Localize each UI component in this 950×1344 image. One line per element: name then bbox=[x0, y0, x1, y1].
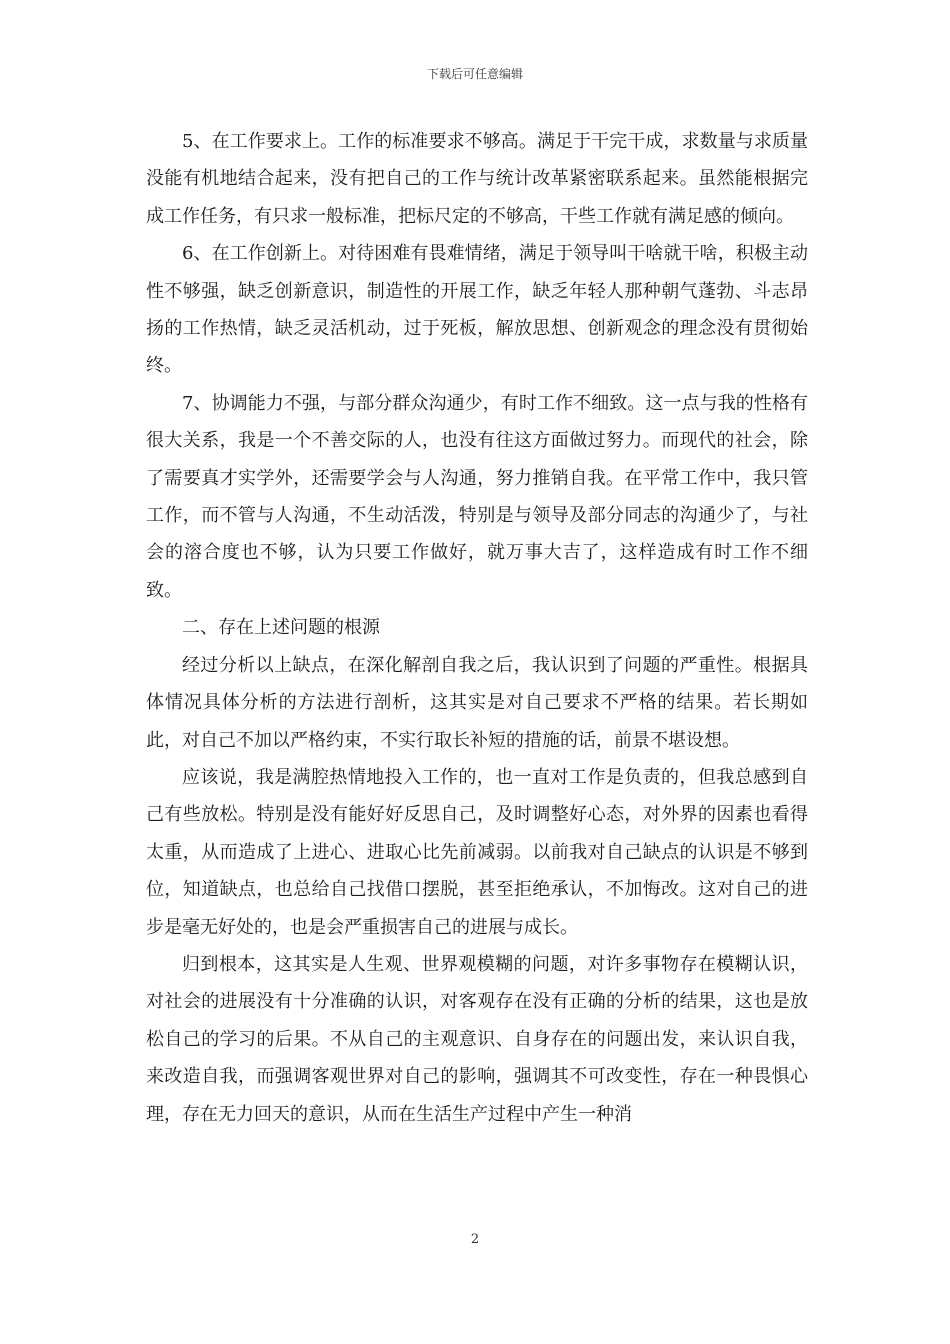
paragraph-self-reflection: 应该说，我是满腔热情地投入工作的，也一直对工作是负责的，但我总感到自己有些放松。特别是没有能好好反思自己，及时调整好心态，对外界的因素也看得太重，从而造成了上进心、进取心比先前减弱。以前我对自己缺点的认识是不够到位，知道缺点，也总给自己找借口摆脱，甚至拒绝承认，不加悔改。这对自己的进步是毫无好处的，也是会严重损害自己的进展与成长。 bbox=[146, 766, 808, 938]
paragraph-coordination-ability: 7、协调能力不强，与部分群众沟通少，有时工作不细致。这一点与我的性格有很大关系，我是一个不善交际的人，也没有往这方面做过努力。而现代的社会，除了需要真才实学外，还需要学会与人沟通，努力推销自我。在平常工作中，我只管工作，而不管与人沟通，不生动活泼，特别是与领导及部分同志的沟通少了，与社会的溶合度也不够，认为只要工作做好，就万事大吉了，这样造成有时工作不细致。 bbox=[146, 392, 808, 601]
page-number: 2 bbox=[470, 1232, 480, 1247]
paragraph-analysis: 经过分析以上缺点，在深化解剖自我之后，我认识到了问题的严重性。根据具体情况具体分析的方法进行剖析，这其实是对自己要求不严格的结果。若长期如此，对自己不加以严格约束，不实行取长补短的措施的话，前景不堪设想。 bbox=[146, 654, 808, 751]
section-heading-root-causes: 二、存在上述问题的根源 bbox=[182, 617, 380, 639]
document-body bbox=[146, 123, 808, 1133]
paragraph-work-requirements: 5、在工作要求上。工作的标准要求不够高。满足于干完干成，求数量与求质量没能有机地结合起来，没有把自己的工作与统计改革紧密联系起来。虽然能根据完成工作任务，有只求一般标准，把标尺定的不够高，干些工作就有满足感的倾向。 bbox=[146, 131, 808, 227]
paragraph-root-worldview: 归到根本，这其实是人生观、世界观模糊的问题，对许多事物存在模糊认识，对社会的进展没有十分准确的认识，对客观存在没有正确的分析的结果，这也是放松自己的学习的后果。不从自己的主观意识、自身存在的问题出发，来认识自我，来改造自我，而强调客观世界对自己的影响，强调其不可改变性，存在一种畏惧心理，存在无力回天的意识，从而在生活生产过程中产生一种消 bbox=[146, 953, 808, 1125]
paragraph-work-innovation: 6、在工作创新上。对待困难有畏难情绪，满足于领导叫干啥就干啥，积极主动性不够强，缺乏创新意识，制造性的开展工作，缺乏年轻人那种朝气蓬勃、斗志昂扬的工作热情，缺乏灵活机动，过于死板，解放思想、创新观念的理念没有贯彻始终。 bbox=[146, 243, 808, 377]
page-header: 下载后可任意编辑 bbox=[426, 67, 523, 81]
